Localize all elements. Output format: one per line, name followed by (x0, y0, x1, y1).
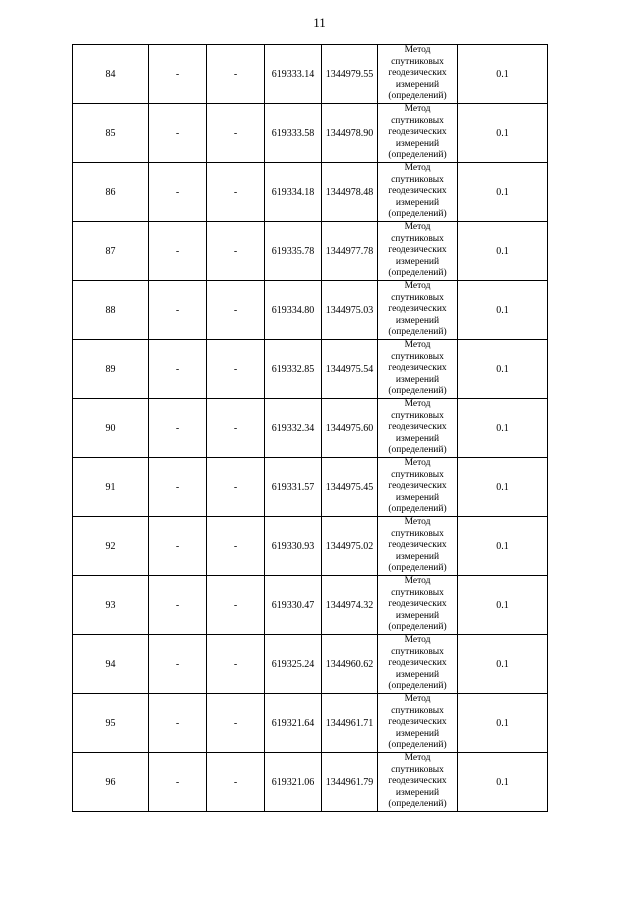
method-cell (378, 340, 458, 399)
method-line: Метод (404, 104, 431, 115)
dash-cell: - (149, 694, 207, 753)
method-line: Метод (404, 753, 431, 764)
method-line: спутниковых (391, 351, 444, 362)
method-line: Метод (404, 163, 431, 174)
dash-cell: - (149, 163, 207, 222)
dash-cell: - (207, 340, 265, 399)
accuracy-cell: 0.1 (458, 222, 548, 281)
table-row (73, 45, 548, 104)
method-line: (определений) (388, 268, 447, 279)
method-line: (определений) (388, 799, 447, 810)
accuracy-cell: 0.1 (458, 517, 548, 576)
method-line: (определений) (388, 622, 447, 633)
table-row (73, 340, 548, 399)
method-line: измерений (395, 315, 440, 326)
dash-cell: - (207, 45, 265, 104)
point-number-cell: 88 (73, 281, 149, 340)
dash-cell: - (149, 281, 207, 340)
x-coordinate-cell: 619330.47 (265, 576, 322, 635)
method-line: спутниковых (391, 233, 444, 244)
method-line: спутниковых (391, 410, 444, 421)
y-coordinate-cell: 1344978.48 (322, 163, 378, 222)
method-line: спутниковых (391, 764, 444, 775)
method-line: геодезических (388, 658, 447, 669)
method-line: измерений (395, 492, 440, 503)
point-number-cell: 89 (73, 340, 149, 399)
dash-cell: - (149, 399, 207, 458)
x-coordinate-cell: 619333.58 (265, 104, 322, 163)
dash-cell: - (207, 576, 265, 635)
table-row (73, 222, 548, 281)
method-line: спутниковых (391, 469, 444, 480)
table-row (73, 163, 548, 222)
y-coordinate-cell: 1344961.71 (322, 694, 378, 753)
accuracy-cell: 0.1 (458, 399, 548, 458)
page-number: 11 (313, 15, 326, 30)
dash-cell: - (207, 458, 265, 517)
method-line: Метод (404, 340, 431, 351)
x-coordinate-cell: 619332.85 (265, 340, 322, 399)
point-number-cell: 91 (73, 458, 149, 517)
method-line: измерений (395, 433, 440, 444)
dash-cell: - (207, 694, 265, 753)
accuracy-cell: 0.1 (458, 163, 548, 222)
x-coordinate-cell: 619333.14 (265, 45, 322, 104)
table-row (73, 281, 548, 340)
method-line: Метод (404, 399, 431, 410)
accuracy-cell: 0.1 (458, 45, 548, 104)
method-cell (378, 458, 458, 517)
accuracy-cell: 0.1 (458, 458, 548, 517)
method-cell (378, 694, 458, 753)
method-line: Метод (404, 576, 431, 587)
method-line: спутниковых (391, 646, 444, 657)
point-number-cell: 84 (73, 45, 149, 104)
dash-cell: - (149, 104, 207, 163)
method-line: (определений) (388, 563, 447, 574)
method-line: Метод (404, 517, 431, 528)
method-line: Метод (404, 45, 431, 56)
method-line: геодезических (388, 422, 447, 433)
y-coordinate-cell: 1344960.62 (322, 635, 378, 694)
dash-cell: - (149, 753, 207, 812)
point-number-cell: 95 (73, 694, 149, 753)
table-row (73, 694, 548, 753)
dash-cell: - (149, 458, 207, 517)
dash-cell: - (207, 163, 265, 222)
table-body (73, 45, 548, 812)
y-coordinate-cell: 1344975.60 (322, 399, 378, 458)
method-line: спутниковых (391, 115, 444, 126)
table-row (73, 399, 548, 458)
dash-cell: - (149, 340, 207, 399)
method-line: измерений (395, 610, 440, 621)
y-coordinate-cell: 1344977.78 (322, 222, 378, 281)
x-coordinate-cell: 619331.57 (265, 458, 322, 517)
method-line: измерений (395, 551, 440, 562)
dash-cell: - (149, 45, 207, 104)
method-line: (определений) (388, 209, 447, 220)
x-coordinate-cell: 619334.18 (265, 163, 322, 222)
x-coordinate-cell: 619321.64 (265, 694, 322, 753)
method-cell (378, 576, 458, 635)
dash-cell: - (149, 635, 207, 694)
dash-cell: - (207, 399, 265, 458)
method-line: геодезических (388, 127, 447, 138)
method-line: (определений) (388, 740, 447, 751)
method-line: Метод (404, 458, 431, 469)
table-row (73, 458, 548, 517)
method-cell (378, 281, 458, 340)
method-line: геодезических (388, 717, 447, 728)
accuracy-cell: 0.1 (458, 340, 548, 399)
accuracy-cell: 0.1 (458, 635, 548, 694)
x-coordinate-cell: 619321.06 (265, 753, 322, 812)
accuracy-cell: 0.1 (458, 104, 548, 163)
method-line: спутниковых (391, 56, 444, 67)
method-line: измерений (395, 374, 440, 385)
accuracy-cell: 0.1 (458, 694, 548, 753)
point-number-cell: 85 (73, 104, 149, 163)
method-line: (определений) (388, 386, 447, 397)
y-coordinate-cell: 1344975.03 (322, 281, 378, 340)
x-coordinate-cell: 619334.80 (265, 281, 322, 340)
method-line: спутниковых (391, 705, 444, 716)
method-line: измерений (395, 138, 440, 149)
method-cell (378, 399, 458, 458)
y-coordinate-cell: 1344979.55 (322, 45, 378, 104)
method-line: геодезических (388, 540, 447, 551)
point-number-cell: 96 (73, 753, 149, 812)
accuracy-cell: 0.1 (458, 281, 548, 340)
method-line: Метод (404, 635, 431, 646)
method-line: геодезических (388, 186, 447, 197)
x-coordinate-cell: 619330.93 (265, 517, 322, 576)
method-cell (378, 635, 458, 694)
method-line: измерений (395, 728, 440, 739)
point-number-cell: 87 (73, 222, 149, 281)
point-number-cell: 86 (73, 163, 149, 222)
point-number-cell: 90 (73, 399, 149, 458)
x-coordinate-cell: 619325.24 (265, 635, 322, 694)
method-line: измерений (395, 79, 440, 90)
method-line: (определений) (388, 150, 447, 161)
method-cell (378, 163, 458, 222)
method-line: измерений (395, 787, 440, 798)
table-row (73, 635, 548, 694)
y-coordinate-cell: 1344975.45 (322, 458, 378, 517)
table-row (73, 753, 548, 812)
dash-cell: - (207, 222, 265, 281)
method-line: геодезических (388, 776, 447, 787)
method-line: спутниковых (391, 587, 444, 598)
method-cell (378, 753, 458, 812)
y-coordinate-cell: 1344961.79 (322, 753, 378, 812)
y-coordinate-cell: 1344975.02 (322, 517, 378, 576)
method-cell (378, 45, 458, 104)
point-number-cell: 94 (73, 635, 149, 694)
dash-cell: - (207, 281, 265, 340)
dash-cell: - (207, 517, 265, 576)
method-line: спутниковых (391, 174, 444, 185)
accuracy-cell: 0.1 (458, 576, 548, 635)
dash-cell: - (149, 576, 207, 635)
table-row (73, 576, 548, 635)
method-line: геодезических (388, 68, 447, 79)
method-cell (378, 517, 458, 576)
dash-cell: - (207, 635, 265, 694)
method-line: геодезических (388, 481, 447, 492)
method-line: спутниковых (391, 292, 444, 303)
coordinates-table (72, 44, 548, 812)
point-number-cell: 93 (73, 576, 149, 635)
x-coordinate-cell: 619335.78 (265, 222, 322, 281)
dash-cell: - (149, 517, 207, 576)
method-line: спутниковых (391, 528, 444, 539)
method-line: измерений (395, 669, 440, 680)
method-line: геодезических (388, 245, 447, 256)
method-line: (определений) (388, 91, 447, 102)
method-line: геодезических (388, 599, 447, 610)
dash-cell: - (149, 222, 207, 281)
y-coordinate-cell: 1344974.32 (322, 576, 378, 635)
method-cell (378, 222, 458, 281)
method-line: Метод (404, 281, 431, 292)
method-line: (определений) (388, 445, 447, 456)
accuracy-cell: 0.1 (458, 753, 548, 812)
y-coordinate-cell: 1344975.54 (322, 340, 378, 399)
table-row (73, 104, 548, 163)
method-line: Метод (404, 694, 431, 705)
method-cell (378, 104, 458, 163)
method-line: измерений (395, 197, 440, 208)
method-line: измерений (395, 256, 440, 267)
table-row (73, 517, 548, 576)
y-coordinate-cell: 1344978.90 (322, 104, 378, 163)
method-line: геодезических (388, 363, 447, 374)
method-line: Метод (404, 222, 431, 233)
dash-cell: - (207, 753, 265, 812)
method-line: (определений) (388, 327, 447, 338)
dash-cell: - (207, 104, 265, 163)
method-line: геодезических (388, 304, 447, 315)
x-coordinate-cell: 619332.34 (265, 399, 322, 458)
method-line: (определений) (388, 504, 447, 515)
point-number-cell: 92 (73, 517, 149, 576)
method-line: (определений) (388, 681, 447, 692)
